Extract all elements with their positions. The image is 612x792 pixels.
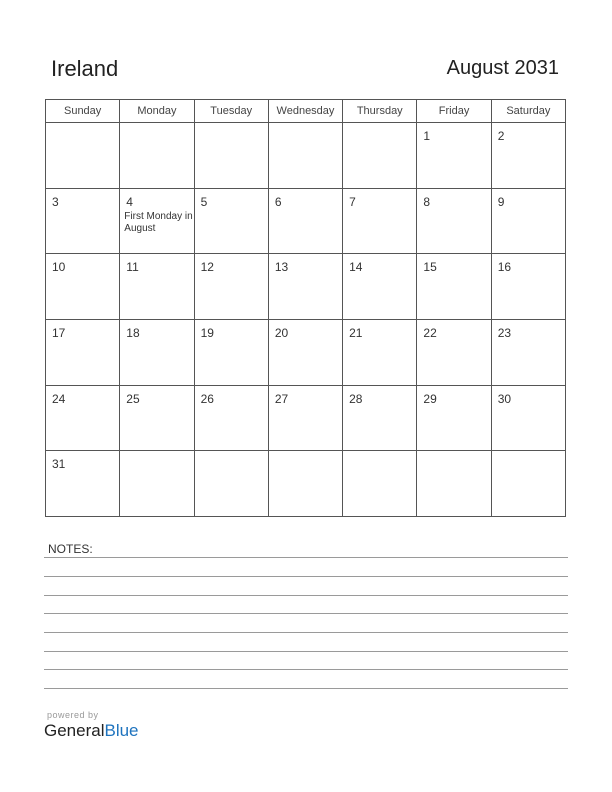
day-cell	[120, 451, 194, 517]
day-cell	[491, 188, 565, 254]
day-number: 30	[497, 391, 512, 406]
brand-blue: Blue	[104, 721, 139, 740]
weekday-saturday: Saturday	[491, 100, 565, 123]
day-cell	[417, 254, 491, 320]
notes-line	[44, 669, 568, 670]
day-cell	[46, 254, 120, 320]
day-number: 4	[126, 194, 133, 209]
day-number: 18	[126, 325, 140, 340]
day-number: 6	[274, 194, 282, 209]
day-number: 8	[423, 194, 431, 209]
notes-line	[44, 576, 568, 577]
day-number: 12	[200, 260, 214, 275]
day-cell	[491, 123, 565, 189]
day-number: 10	[52, 260, 66, 275]
day-cell	[120, 254, 194, 320]
day-cell	[120, 188, 194, 254]
day-number: 7	[349, 194, 356, 209]
day-cell	[46, 451, 120, 517]
day-number: 14	[349, 260, 363, 275]
day-cell	[268, 451, 342, 517]
day-number	[269, 123, 342, 130]
day-cell	[491, 319, 565, 385]
day-cell	[46, 123, 120, 189]
country-title: Ireland	[51, 56, 119, 81]
day-cell	[268, 254, 342, 320]
week-row	[46, 451, 566, 517]
day-number: 17	[52, 325, 66, 340]
day-number: 26	[200, 391, 214, 406]
day-cell	[343, 188, 417, 254]
weekday-friday: Friday	[417, 100, 491, 123]
weekday-wednesday: Wednesday	[268, 100, 342, 123]
day-number: 20	[274, 325, 289, 340]
day-cell	[120, 123, 194, 189]
day-number: 23	[497, 325, 512, 340]
day-number: 27	[274, 391, 289, 406]
month-year-title: August 2031	[446, 57, 559, 79]
brand-general: General	[44, 721, 105, 740]
day-number	[492, 451, 565, 458]
notes-line	[44, 651, 568, 652]
day-number	[195, 123, 268, 130]
day-cell	[268, 123, 342, 189]
day-number: 28	[349, 391, 363, 406]
day-number: 25	[126, 391, 140, 406]
day-cell	[194, 188, 268, 254]
weekday-monday: Monday	[120, 100, 194, 123]
day-number	[269, 451, 342, 458]
day-cell	[194, 385, 268, 451]
day-number: 2	[497, 129, 505, 143]
day-cell	[194, 123, 268, 189]
holiday-label: First Monday in August	[124, 210, 193, 234]
day-cell	[343, 451, 417, 517]
calendar-grid	[45, 99, 566, 517]
notes-line	[44, 613, 568, 614]
day-number: 3	[52, 194, 59, 209]
day-cell	[120, 385, 194, 451]
day-cell	[491, 385, 565, 451]
day-number: 13	[274, 260, 289, 275]
day-cell	[268, 188, 342, 254]
day-number: 15	[423, 260, 437, 275]
day-cell	[417, 451, 491, 517]
day-cell	[343, 319, 417, 385]
day-cell	[194, 451, 268, 517]
day-number: 9	[497, 194, 505, 209]
day-cell	[194, 254, 268, 320]
week-row	[46, 254, 566, 320]
day-number: 24	[52, 391, 66, 406]
day-number	[46, 123, 119, 130]
day-number	[343, 123, 416, 130]
day-cell	[417, 188, 491, 254]
day-cell	[194, 319, 268, 385]
powered-by-text: powered by	[47, 710, 99, 720]
day-number: 1	[423, 129, 431, 143]
notes-line	[44, 557, 568, 558]
day-cell	[46, 188, 120, 254]
week-row	[46, 319, 566, 385]
day-cell	[268, 319, 342, 385]
generalblue-logo	[44, 721, 139, 741]
day-cell	[417, 385, 491, 451]
weekday-thursday: Thursday	[343, 100, 417, 123]
day-cell	[491, 451, 565, 517]
day-number: 11	[126, 260, 139, 275]
day-number	[417, 451, 490, 458]
day-cell	[46, 385, 120, 451]
day-cell	[417, 319, 491, 385]
day-number: 29	[423, 391, 437, 406]
day-number: 22	[423, 325, 437, 340]
week-row	[46, 188, 566, 254]
weekday-tuesday: Tuesday	[194, 100, 268, 123]
day-number: 5	[200, 194, 208, 209]
day-cell	[417, 123, 491, 189]
day-cell	[343, 123, 417, 189]
day-number: 31	[52, 457, 66, 472]
day-number	[120, 123, 193, 130]
day-cell	[491, 254, 565, 320]
day-number	[343, 451, 416, 458]
day-cell	[46, 319, 120, 385]
day-number	[120, 451, 193, 458]
week-row	[46, 123, 566, 189]
notes-line	[44, 595, 568, 596]
weekday-sunday: Sunday	[46, 100, 120, 123]
week-row	[46, 385, 566, 451]
notes-label: NOTES:	[48, 542, 93, 556]
day-number: 21	[349, 325, 363, 340]
day-number: 16	[497, 260, 512, 275]
day-number	[195, 451, 268, 458]
day-number: 19	[200, 325, 214, 340]
day-cell	[268, 385, 342, 451]
weekday-header-row	[46, 100, 566, 123]
day-cell	[120, 319, 194, 385]
notes-line	[44, 632, 568, 633]
notes-line	[44, 688, 568, 689]
day-cell	[343, 254, 417, 320]
day-cell	[343, 385, 417, 451]
